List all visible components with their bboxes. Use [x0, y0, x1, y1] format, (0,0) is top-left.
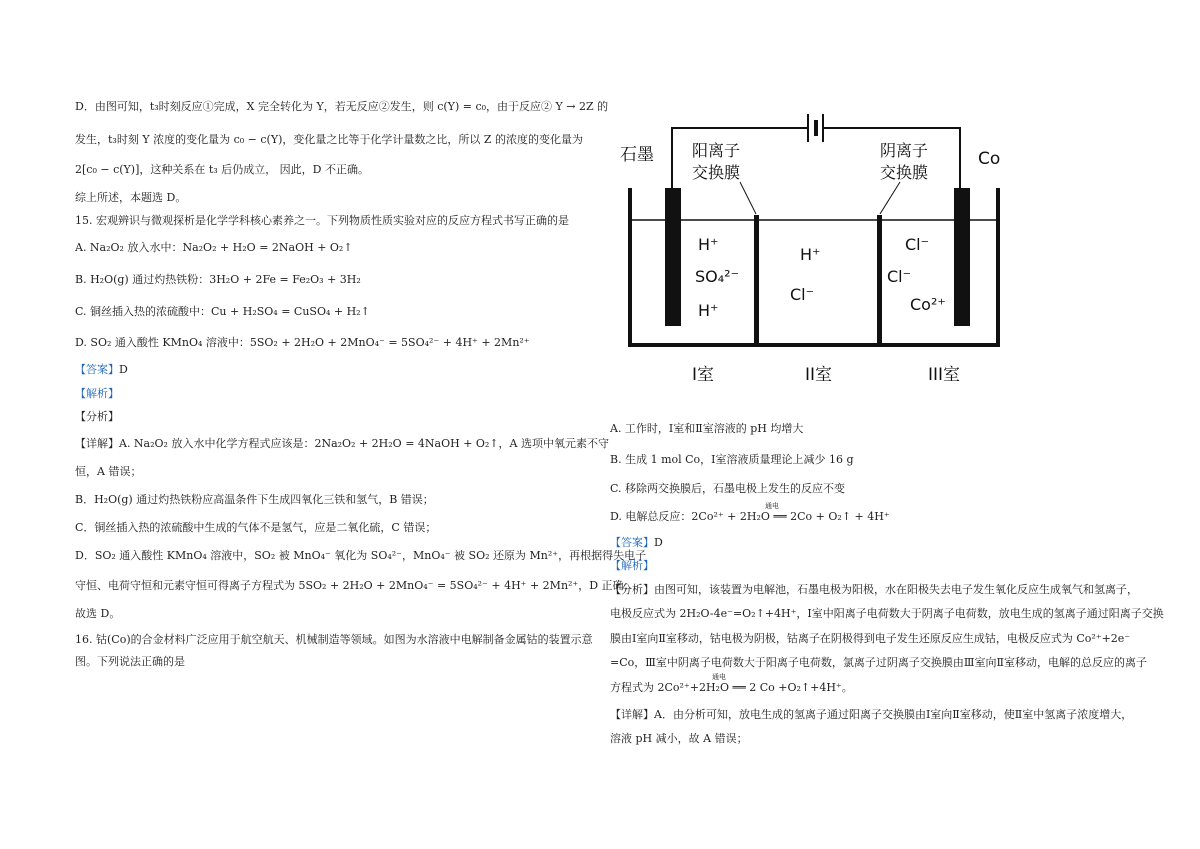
d-explanation-line3: 2[c₀ − c(Y)]，这种关系在 t₃ 后仍成立， 因此，D 不正确。	[75, 163, 370, 176]
room2-label: II室	[805, 365, 833, 385]
q16-answer	[610, 536, 663, 551]
room2-ion-h: H⁺	[800, 245, 821, 264]
q16-fenxi-line5	[610, 673, 853, 696]
cation-exchange-membrane	[754, 215, 759, 345]
q15-analysis-label: 【解析】	[75, 387, 119, 400]
q15-option-d: D. SO₂ 通入酸性 KMnO₄ 溶液中：5SO₂ + 2H₂O + 2MnO₄⁻ = 5SO₄²⁻ + 4H⁺ + 2Mn²⁺	[75, 336, 530, 349]
q16-answer-label: 【答案】	[610, 536, 654, 549]
q16-fenxi-line2: 电极反应式为 2H₂O-4e⁻=O₂↑+4H⁺，Ⅰ室中阳离子电荷数大于阴离子电荷数，放电生成的氢离子通过阳离子交换	[610, 607, 1164, 620]
anion-membrane-label-2: 交换膜	[880, 163, 929, 182]
room3-ion-cl1: Cl⁻	[905, 235, 930, 254]
room3-ion-co: Co²⁺	[910, 295, 946, 314]
cobalt-electrode	[954, 188, 970, 326]
q16-option-d-condition: 通电	[765, 502, 779, 510]
room3-ion-cl2: Cl⁻	[887, 267, 912, 286]
q16-stem-line2: 图。下列说法正确的是	[75, 655, 185, 668]
anion-exchange-membrane	[877, 215, 882, 345]
room1-label: I室	[692, 365, 715, 385]
answer-label: 【答案】	[75, 363, 119, 376]
q16-option-d-text: D. 电解总反应：2Co²⁺ + 2H₂O ══ 2Co + O₂↑ + 4H⁺	[610, 510, 890, 523]
cation-membrane-label-1: 阳离子	[692, 141, 741, 160]
battery-icon	[800, 114, 832, 142]
q15-answer	[75, 363, 128, 378]
tank	[630, 188, 998, 345]
d-explanation-line2: 发生，t₃时刻 Y 浓度的变化量为 c₀ − c(Y)，变化量之比等于化学计量数之比，所以 Z 的浓度的变化量为	[75, 133, 584, 146]
q15-stem: 15. 宏观辨识与微观探析是化学学科核心素养之一。下列物质性质实验对应的反应方程式书写正确的是	[75, 214, 569, 227]
room1-ion-h2: H⁺	[698, 301, 719, 320]
q15-detail-b: B．H₂O(g) 通过灼热铁粉应高温条件下生成四氧化三铁和氢气，B 错误；	[75, 493, 434, 506]
q16-detail-line1: 【详解】A．由分析可知，放电生成的氢离子通过阳离子交换膜由Ⅰ室向Ⅱ室移动，使Ⅱ室中氢离子浓度增大，	[610, 708, 1133, 721]
q16-answer-value: D	[654, 536, 663, 549]
q16-fenxi-line5-condition: 通电	[712, 673, 726, 681]
room1-ion-so4: SO₄²⁻	[695, 267, 740, 286]
q16-fenxi-line1: 【分析】由图可知，该装置为电解池，石墨电极为阳极，水在阳极失去电子发生氧化反应生成氧气和氢离子，	[610, 583, 1138, 596]
q15-detail-d-line1: D．SO₂ 通入酸性 KMnO₄ 溶液中，SO₂ 被 MnO₄⁻ 氧化为 SO₄²⁻，MnO₄⁻ 被 SO₂ 还原为 Mn²⁺，再根据得失电子	[75, 549, 647, 562]
q16-analysis-label: 【解析】	[610, 559, 654, 572]
q16-option-c: C. 移除两交换膜后，石墨电极上发生的反应不变	[610, 482, 846, 495]
room3-label: III室	[928, 365, 961, 385]
cobalt-label: Co	[978, 149, 1001, 169]
q16-detail-line2: 溶液 pH 减小，故 A 错误；	[610, 732, 748, 745]
q16-option-b: B. 生成 1 mol Co，Ⅰ室溶液质量理论上减少 16 g	[610, 453, 854, 466]
anion-membrane-label-1: 阴离子	[880, 141, 929, 160]
cation-membrane-label-2: 交换膜	[692, 163, 741, 182]
graphite-electrode	[665, 188, 681, 326]
q15-option-a: A. Na₂O₂ 放入水中：Na₂O₂ + H₂O = 2NaOH + O₂↑	[75, 241, 353, 254]
q16-fenxi-line4: =Co，Ⅲ室中阴离子电荷数大于阳离子电荷数，氯离子过阴离子交换膜由Ⅲ室向Ⅱ室移动，电解的总反应的离子	[610, 656, 1147, 669]
q16-option-a: A. 工作时，Ⅰ室和Ⅱ室溶液的 pH 均增大	[610, 422, 804, 435]
q15-detail-c: C．铜丝插入热的浓硫酸中生成的气体不是氢气，应是二氧化硫，C 错误；	[75, 521, 437, 534]
q15-option-c: C. 铜丝插入热的浓硫酸中：Cu + H₂SO₄ = CuSO₄ + H₂↑	[75, 305, 370, 318]
answer-value: D	[119, 363, 128, 376]
q15-detail-a-line1: 【详解】A. Na₂O₂ 放入水中化学方程式应该是：2Na₂O₂ + 2H₂O = 4NaOH + O₂↑，A 选项中氧元素不守	[75, 437, 609, 450]
room2-ion-cl: Cl⁻	[790, 285, 815, 304]
q15-detail-end: 故选 D。	[75, 607, 121, 620]
q16-fenxi-line5-text: 方程式为 2Co²⁺+2H₂O ══ 2 Co +O₂↑+4H⁺。	[610, 681, 853, 694]
q16-stem-line1: 16. 钴(Co)的合金材料广泛应用于航空航天、机械制造等领域。如图为水溶液中电解制备金属钴的装置示意	[75, 633, 593, 646]
d-explanation-line1: D．由图可知，t₃时刻反应①完成，X 完全转化为 Y，若无反应②发生，则 c(Y) = c₀，由于反应② Y → 2Z 的	[75, 100, 609, 113]
summary-line: 综上所述，本题选 D。	[75, 191, 187, 204]
q16-option-d	[610, 502, 890, 525]
electrolysis-diagram	[610, 100, 1010, 395]
q15-detail-d-line2: 守恒、电荷守恒和元素守恒可得离子方程式为 5SO₂ + 2H₂O + 2MnO₄⁻ = 5SO₄²⁻ + 4H⁺ + 2Mn²⁺，D 正确；	[75, 579, 635, 592]
graphite-label: 石墨	[620, 145, 654, 165]
q15-option-b: B. H₂O(g) 通过灼热铁粉：3H₂O + 2Fe = Fe₂O₃ + 3H₂	[75, 273, 361, 286]
room1-ion-h: H⁺	[698, 235, 719, 254]
q16-fenxi-line3: 膜由Ⅰ室向Ⅱ室移动，钴电极为阴极，钴离子在阴极得到电子发生还原反应生成钴，电极反应式为 Co²⁺+2e⁻	[610, 632, 1131, 645]
q15-detail-a-line2: 恒，A 错误；	[75, 465, 142, 478]
q15-fenxi-label: 【分析】	[75, 410, 119, 423]
